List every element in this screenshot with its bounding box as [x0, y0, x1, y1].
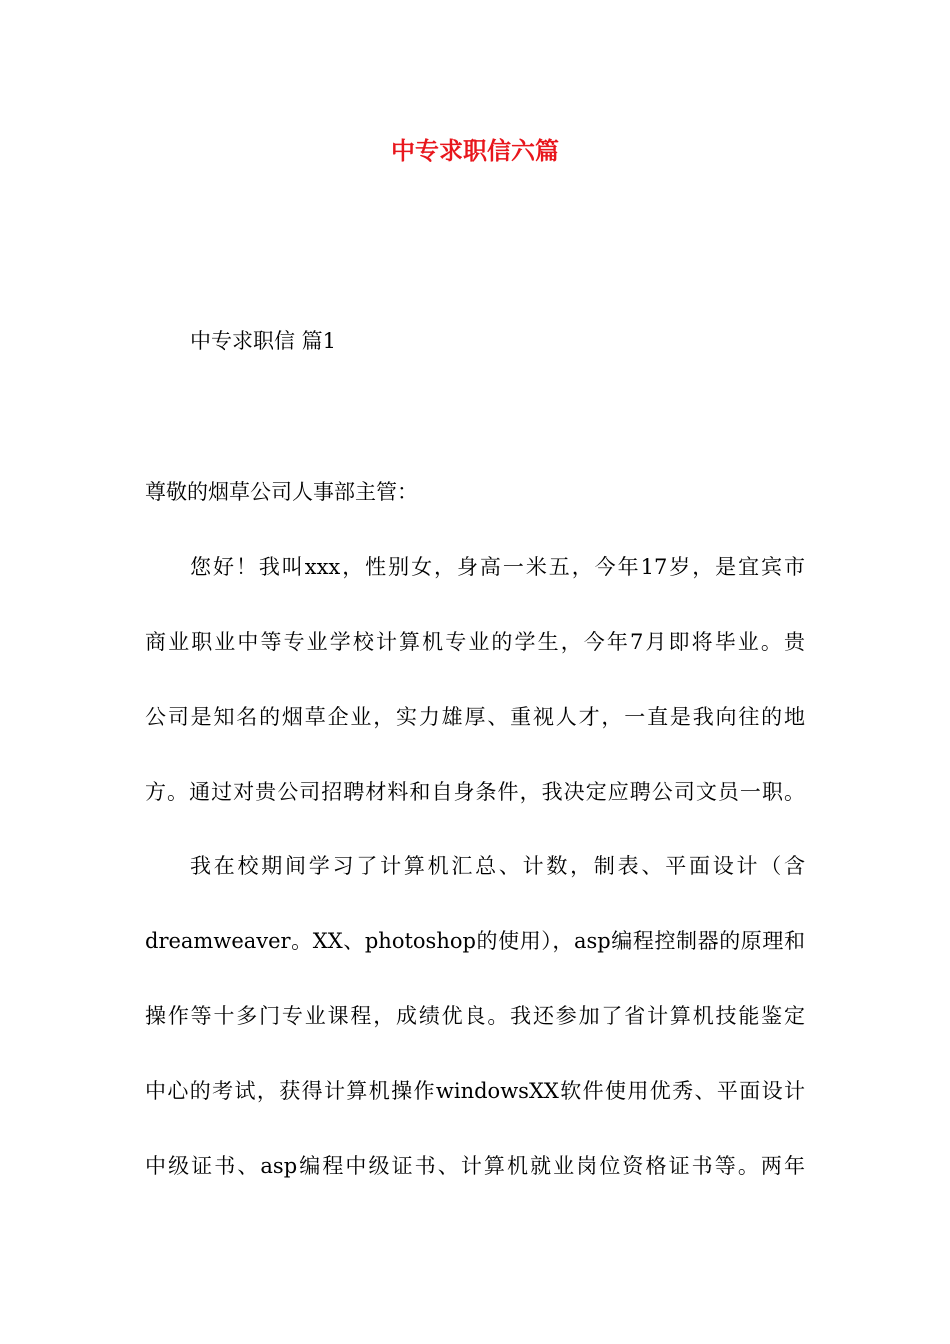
body-line: 您好！我叫xxx，性别女，身高一米五，今年17岁，是宜宾市: [190, 555, 805, 579]
body-line: 中心的考试，获得计算机操作windowsXX软件使用优秀、平面设计: [145, 1079, 805, 1103]
body-line: 操作等十多门专业课程，成绩优良。我还参加了省计算机技能鉴定: [145, 1004, 805, 1028]
body-line: 公司是知名的烟草企业，实力雄厚、重视人才，一直是我向往的地: [145, 705, 805, 729]
body-line: 中级证书、asp编程中级证书、计算机就业岗位资格证书等。两年: [145, 1154, 805, 1178]
letter-salutation: 尊敬的烟草公司人事部主管：: [145, 480, 418, 504]
document-title: 中专求职信六篇: [391, 136, 559, 165]
body-line: 我在校期间学习了计算机汇总、计数，制表、平面设计（含: [190, 854, 805, 878]
body-line: dreamweaver。XX、photoshop的使用），asp编程控制器的原理和: [145, 929, 805, 953]
body-line: 商业职业中等专业学校计算机专业的学生，今年7月即将毕业。贵: [145, 630, 805, 654]
section-heading: 中专求职信 篇1: [190, 329, 337, 353]
body-line: 方。通过对贵公司招聘材料和自身条件，我决定应聘公司文员一职。: [145, 780, 805, 804]
